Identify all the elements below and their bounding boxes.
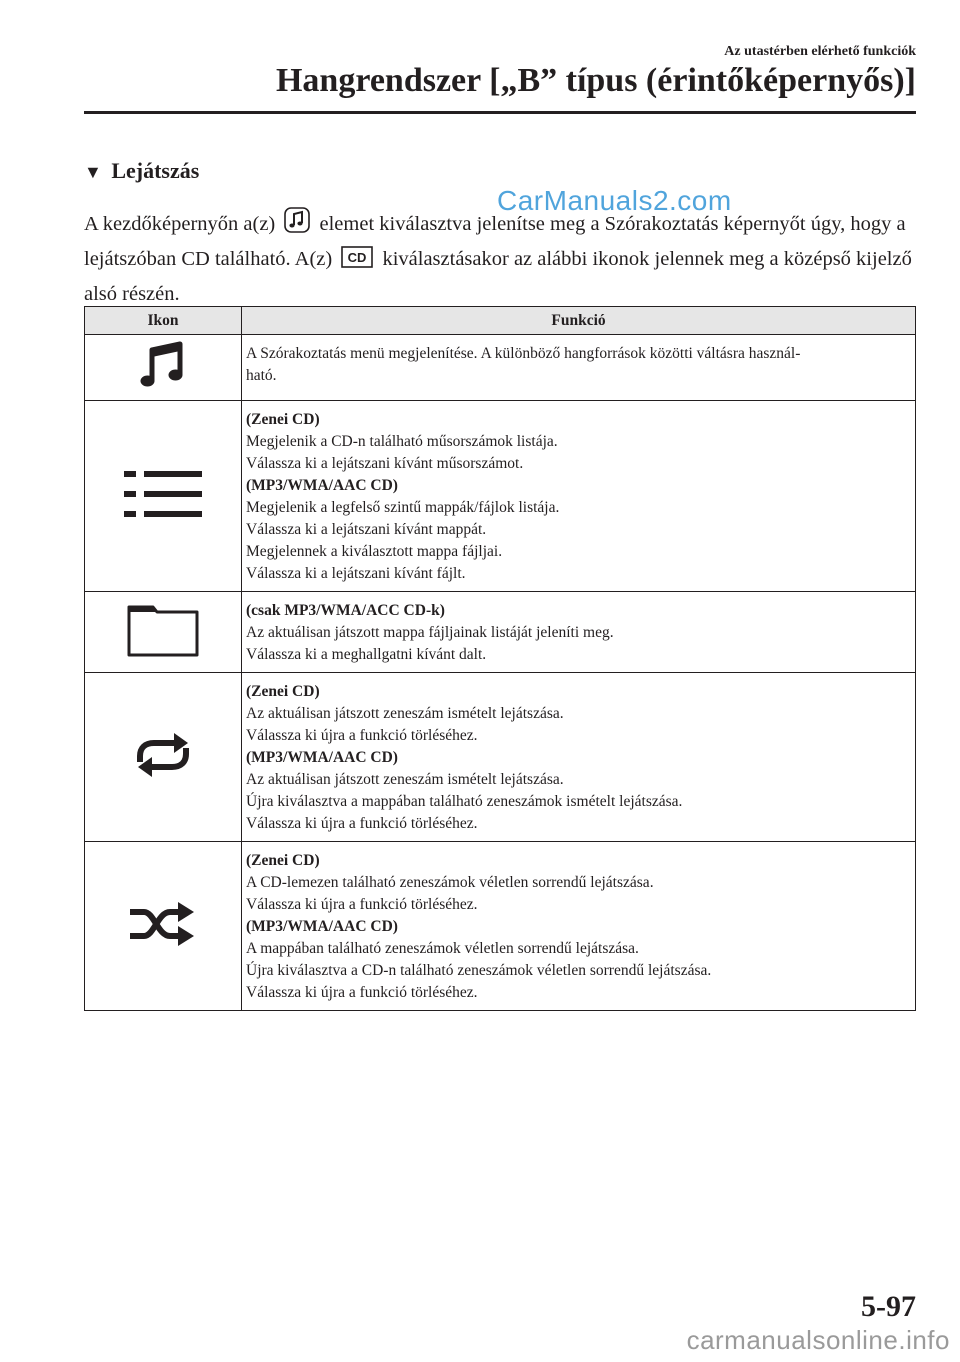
function-text: Az aktuálisan játszott zeneszám ismételt lejátszása. (246, 771, 564, 788)
table-row (85, 401, 916, 592)
function-cell (242, 592, 916, 673)
function-cell (242, 842, 916, 1011)
function-text: Válassza ki újra a funkció törléséhez. (246, 984, 478, 1001)
function-text: Újra kiválasztva a mappában található zeneszámok ismételt lejátszása. (246, 793, 683, 810)
repeat-icon (130, 730, 196, 780)
icon-cell (85, 401, 242, 592)
function-subheading: (MP3/WMA/AAC CD) (246, 477, 398, 494)
header-icon-column: Ikon (85, 307, 242, 335)
table-row (85, 592, 916, 673)
function-subheading: (MP3/WMA/AAC CD) (246, 918, 398, 935)
section-header: Az utastérben elérhető funkciók (724, 44, 916, 59)
intro-paragraph (84, 207, 914, 310)
function-subheading: (Zenei CD) (246, 411, 320, 428)
icon-cell (85, 592, 242, 673)
list-icon (123, 469, 203, 519)
function-text: Válassza ki újra a funkció törléséhez. (246, 727, 478, 744)
icon-cell (85, 842, 242, 1011)
cd-icon (341, 246, 373, 278)
function-text: Válassza ki újra a funkció törléséhez. (246, 815, 478, 832)
entertainment-note-icon (284, 207, 310, 243)
subheading-text: Lejátszás (111, 158, 200, 183)
function-text: Megjelenik a CD-n található műsorszámok listája. (246, 433, 558, 450)
function-cell (242, 401, 916, 592)
icon-cell (85, 673, 242, 842)
function-cell (242, 335, 916, 401)
function-subheading: (Zenei CD) (246, 683, 320, 700)
function-table (84, 306, 916, 1011)
function-text: Megjelenik a legfelső szintű mappák/fájlok listája. (246, 499, 560, 516)
table-row (85, 335, 916, 401)
intro-text-2: elemet kiválasztva jelenítse meg a Szórakoztatás képernyőt úgy, hogy a lejátszóban CD található. A(z) (84, 213, 906, 270)
table-row (85, 842, 916, 1011)
watermark-top: CarManuals2.com (497, 185, 732, 216)
function-text: ható. (246, 367, 277, 384)
function-text: Válassza ki a lejátszani kívánt műsorszámot. (246, 455, 524, 472)
function-text: Megjelennek a kiválasztott mappa fájljai. (246, 543, 503, 560)
function-text: A Szórakoztatás menü megjelenítése. A különböző hangforrások közötti váltásra használ- (246, 345, 801, 362)
table-header-row (85, 307, 916, 335)
function-subheading: (csak MP3/WMA/ACC CD-k) (246, 602, 445, 619)
folder-icon (127, 603, 199, 657)
icon-cell (85, 335, 242, 401)
subheading (84, 158, 199, 184)
music-note-icon (138, 340, 188, 390)
cd-icon-label: CD (347, 250, 367, 265)
page-title: Hangrendszer [„B” típus (érintőképernyős)] (275, 62, 916, 99)
subheading-marker: ▼ (84, 162, 102, 182)
function-subheading: (Zenei CD) (246, 852, 320, 869)
function-text: Válassza ki a lejátszani kívánt mappát. (246, 521, 487, 538)
table-row (85, 673, 916, 842)
function-cell (242, 673, 916, 842)
intro-text-3: kiválasztásakor az alábbi ikonok jelennek meg a középső kijelző alsó részén. (84, 248, 912, 305)
function-subheading: (MP3/WMA/AAC CD) (246, 749, 398, 766)
function-text: Válassza ki a lejátszani kívánt fájlt. (246, 565, 466, 582)
header-rule (84, 111, 916, 114)
watermark-footer: carmanualsonline.info (686, 1325, 950, 1355)
header-function-column: Funkció (242, 307, 916, 335)
function-text: A CD-lemezen található zeneszámok véletlen sorrendű lejátszása. (246, 874, 654, 891)
function-text: Újra kiválasztva a CD-n található zeneszámok véletlen sorrendű lejátszása. (246, 962, 712, 979)
function-text: Válassza ki a meghallgatni kívánt dalt. (246, 646, 487, 663)
page-number: 5-97 (861, 1290, 916, 1323)
function-text: Válassza ki újra a funkció törléséhez. (246, 896, 478, 913)
function-text: Az aktuálisan játszott mappa fájljainak listáját jeleníti meg. (246, 624, 614, 641)
function-text: Az aktuálisan játszott zeneszám ismételt lejátszása. (246, 705, 564, 722)
intro-text-1: A kezdőképernyőn a(z) (84, 213, 276, 235)
shuffle-icon (128, 899, 198, 949)
function-text: A mappában található zeneszámok véletlen sorrendű lejátszása. (246, 940, 639, 957)
